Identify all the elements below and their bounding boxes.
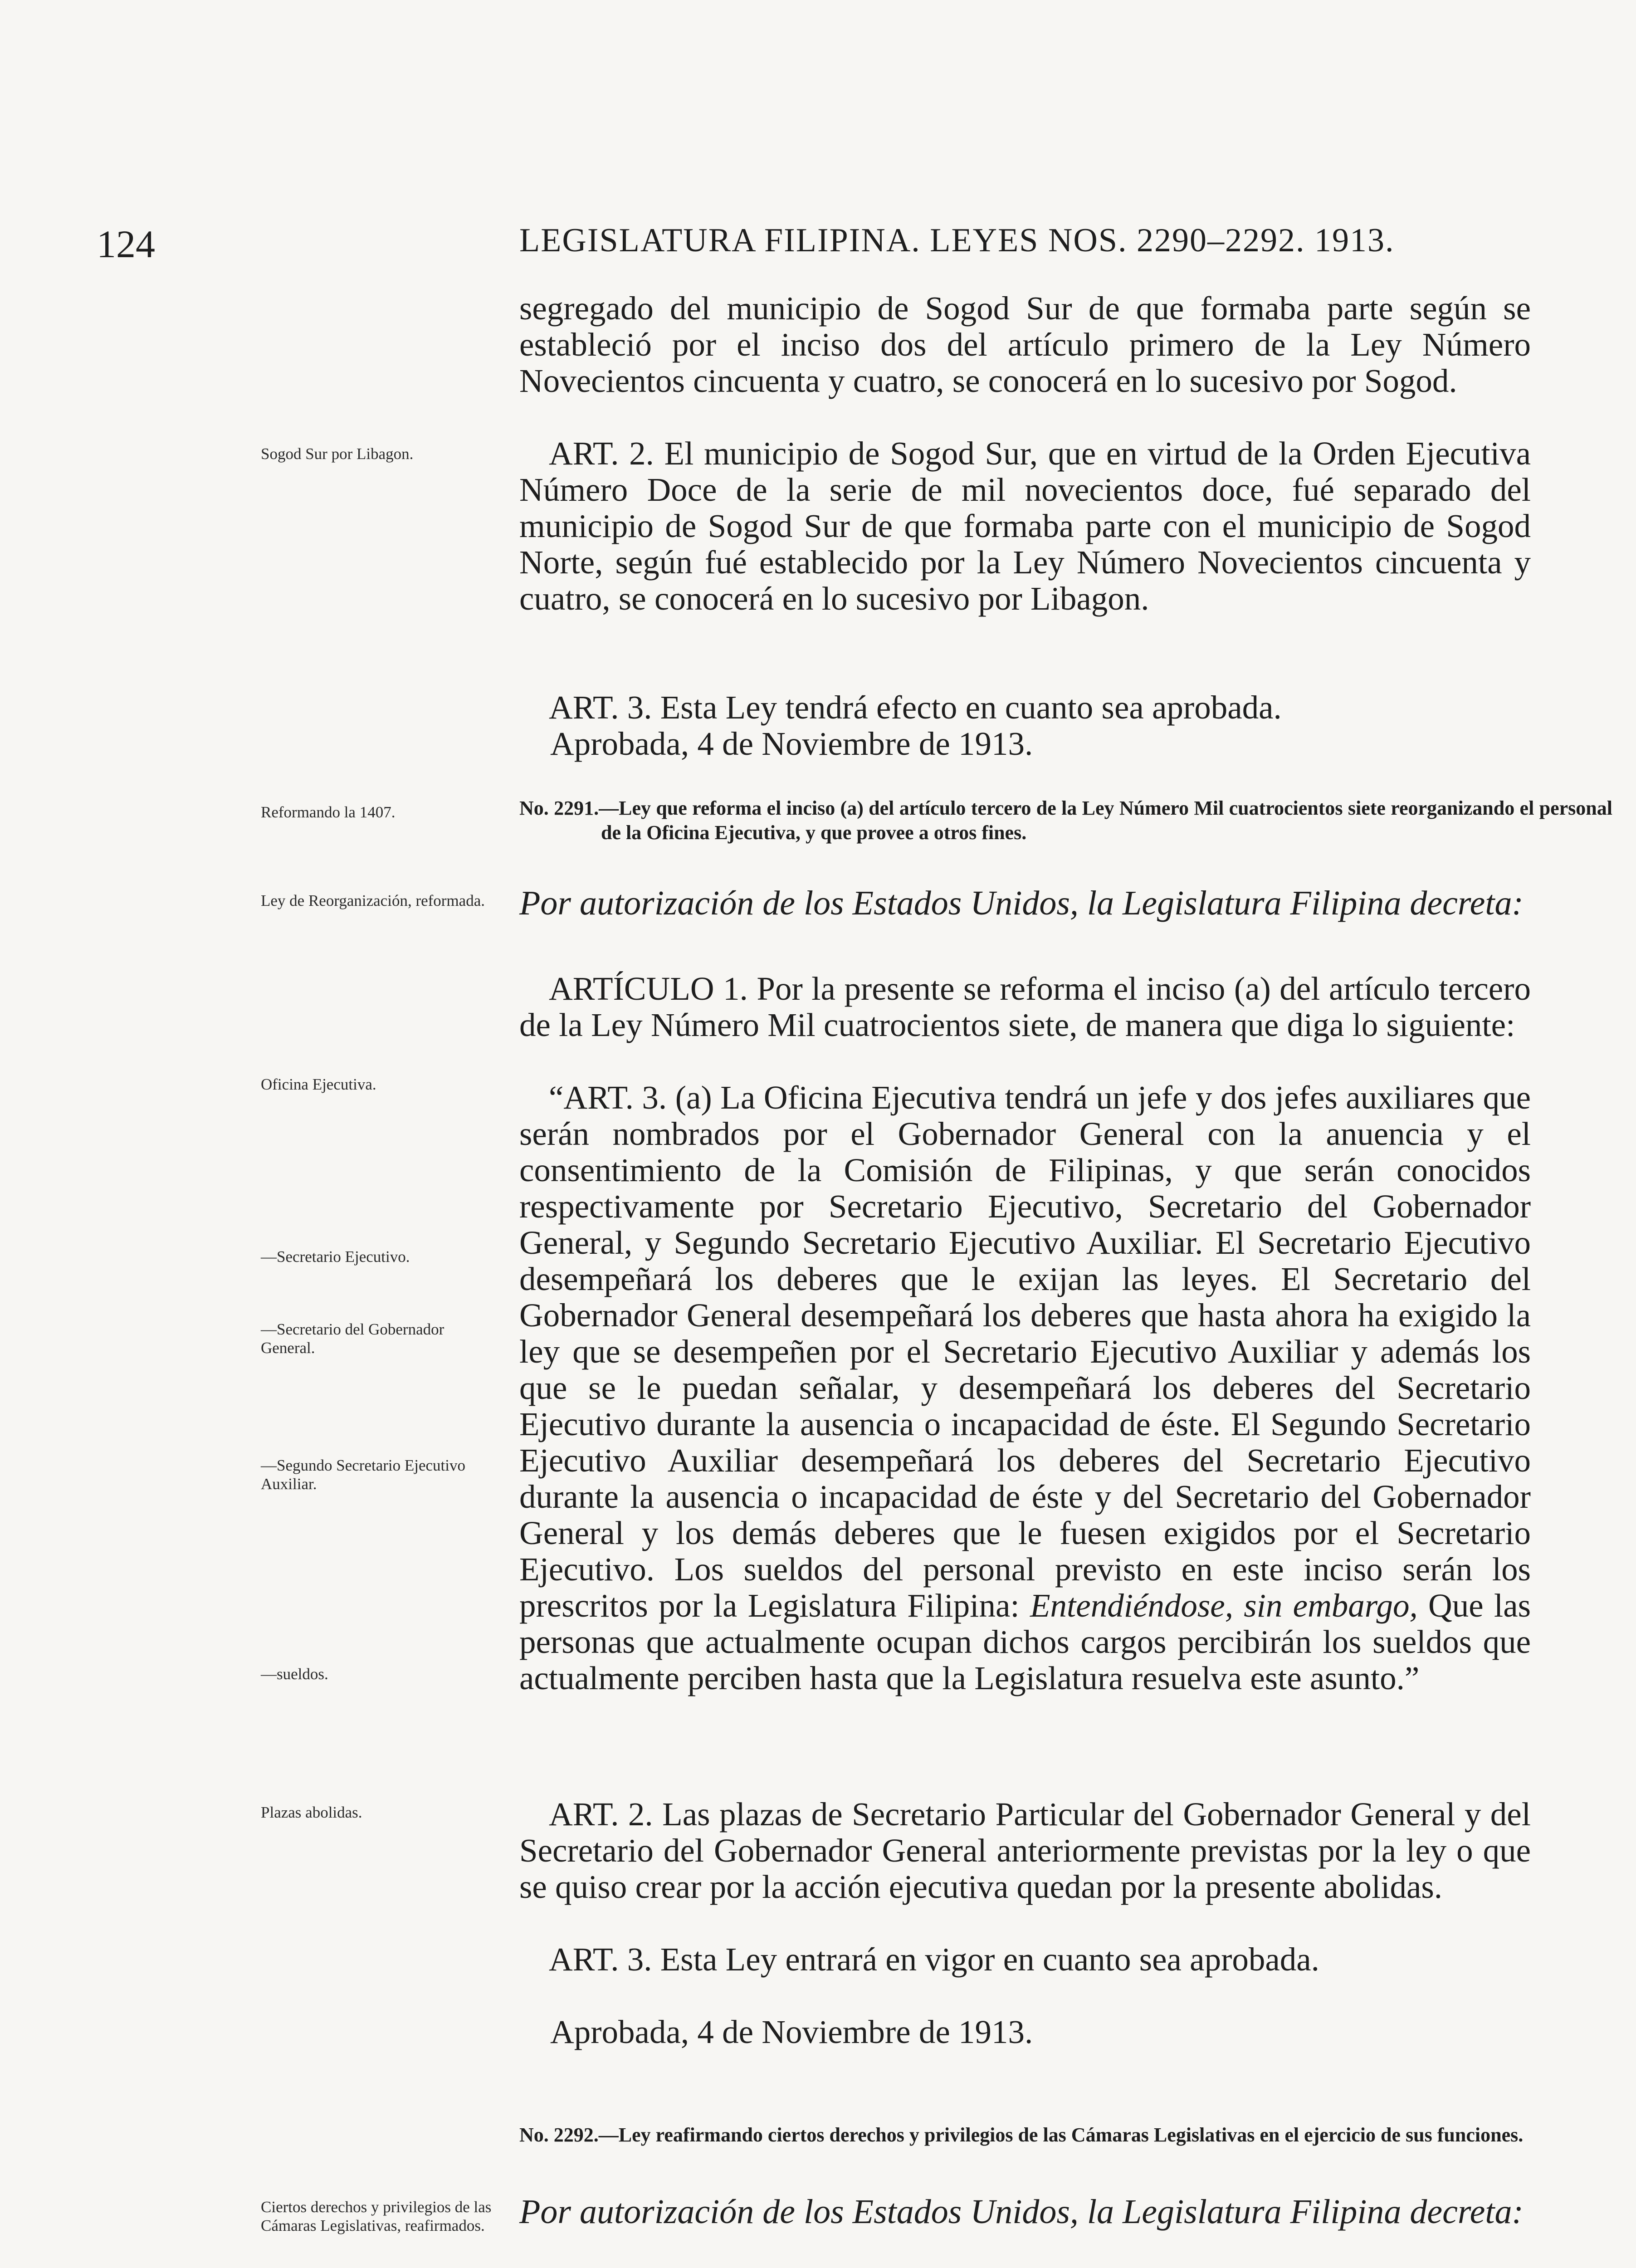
margin-note-reformando: Reformando la 1407. bbox=[261, 803, 396, 821]
paragraph-articulo-2 bbox=[519, 1796, 1531, 1905]
proviso-italic: Entendiéndose, sin embargo, bbox=[1030, 1587, 1418, 1624]
paragraph-articulo-1 bbox=[519, 971, 1531, 1043]
paragraph-text: Que las personas que actualmente ocupan dichos cargos percibirán los sueldos que actualmente perciben hasta que la Legislatura resuelva este asunto.” bbox=[519, 1587, 1531, 1696]
margin-note-segundo-secretario: —Segundo Secretario Ejecutivo Auxiliar. bbox=[261, 1457, 465, 1493]
paragraph-quoted-art-3 bbox=[519, 1080, 1531, 1696]
approval-date: Aprobada, 4 de Noviembre de 1913. bbox=[550, 2014, 1033, 2050]
article-label: ART. 2. bbox=[549, 1796, 653, 1833]
law-number: No. 2292. bbox=[519, 2124, 599, 2146]
paragraph-text: Esta Ley tendrá efecto en cuanto sea aprobada. bbox=[652, 689, 1282, 726]
law-title: —Ley reafirmando ciertos derechos y privilegios de las Cámaras Legislativas en el ejercicio de sus funciones. bbox=[598, 2124, 1524, 2146]
paragraph-text: Las plazas de Secretario Particular del Gobernador General y del Secretario del Gobernador General anteriormente previstas por la ley o que se quiso crear por la acción ejecutiva quedan por la presente abolidas. bbox=[519, 1796, 1531, 1905]
law-number: No. 2291. bbox=[519, 797, 599, 819]
enacting-clause: Por autorización de los Estados Unidos, la Legislatura Filipina decreta: bbox=[519, 884, 1524, 922]
paragraph-continuation bbox=[519, 290, 1531, 399]
law-heading-2292 bbox=[519, 2123, 1612, 2147]
approval-date: Aprobada, 4 de Noviembre de 1913. bbox=[550, 725, 1033, 762]
article-label: ART. 2. bbox=[549, 435, 654, 472]
article-label: ARTÍCULO 1. bbox=[549, 970, 748, 1007]
running-head: LEGISLATURA FILIPINA. LEYES NOS. 2290–2292. 1913. bbox=[519, 222, 1395, 259]
enacting-clause: Por autorización de los Estados Unidos, la Legislatura Filipina decreta: bbox=[519, 2193, 1524, 2231]
paragraph-text: segregado del municipio de Sogod Sur de que formaba parte según se estableció por el inciso dos del artículo primero de la Ley Número Novecientos cincuenta y cuatro, se conocerá en lo sucesivo por Sogod. bbox=[519, 290, 1531, 399]
paragraph-text: El municipio de Sogod Sur, que en virtud de la Orden Ejecutiva Número Doce de la serie de mil novecientos doce, fué separado del municipio de Sogod Sur de que formaba parte con el municipio de Sogod Norte, según fué establecido por la Ley Número Novecientos cincuenta y cuatro, se conocerá en lo sucesivo por Libagon. bbox=[519, 435, 1531, 617]
paragraph-text: Esta Ley entrará en vigor en cuanto sea aprobada. bbox=[652, 1941, 1319, 1978]
margin-note-secretario-gobernador: —Secretario del Gobernador General. bbox=[261, 1320, 444, 1357]
article-label: ART. 3. bbox=[549, 1941, 652, 1978]
paragraph-articulo-3 bbox=[519, 1941, 1531, 1978]
margin-note-secretario-ejecutivo: —Secretario Ejecutivo. bbox=[261, 1248, 410, 1266]
paragraph-art-2 bbox=[519, 435, 1531, 617]
article-label: ART. 3. bbox=[549, 689, 652, 726]
law-heading-2291 bbox=[519, 796, 1612, 845]
margin-note-plazas: Plazas abolidas. bbox=[261, 1804, 362, 1821]
page-number: 124 bbox=[97, 222, 155, 266]
margin-note-oficina: Oficina Ejecutiva. bbox=[261, 1075, 376, 1093]
paragraph-text: Por la presente se reforma el inciso (a) del artículo tercero de la Ley Número Mil cuatrocientos siete, de manera que diga lo siguiente: bbox=[519, 970, 1531, 1043]
margin-note-ciertos-derechos: Ciertos derechos y privilegios de las Cámaras Legislativas, reafirmados. bbox=[261, 2198, 492, 2234]
law-title: —Ley que reforma el inciso (a) del artículo tercero de la Ley Número Mil cuatrocientos siete reorganizando el personal de la Oficina Ejecutiva, y que provee a otros fines. bbox=[599, 797, 1612, 844]
margin-note-ley-reorganizacion: Ley de Reorganización, reformada. bbox=[261, 892, 485, 909]
paragraph-text: “ART. 3. (a) La Oficina Ejecutiva tendrá un jefe y dos jefes auxiliares que serán nombrados por el Gobernador General con la anuencia y el consentimiento de la Comisión de Filipinas, y que serán conocidos respectivamente por Secretario Ejecutivo, Secretario del Gobernador General, y Segundo Secretario Ejecutivo Auxiliar. El Secretario Ejecutivo desempeñará los deberes que le exijan las leyes. El Secretario del Gobernador General desempeñará los deberes que hasta ahora ha exigido la ley que se desempeñen por el Secretario Ejecutivo Auxiliar y además los que se le puedan señalar, y desempeñará los deberes del Secretario Ejecutivo durante la ausencia o incapacidad de éste. El Segundo Secretario Ejecutivo Auxiliar desempeñará los deberes del Secretario Ejecutivo durante la ausencia o incapacidad de éste y del Secretario del Gobernador General y los demás deberes que le fuesen exigidos por el Secretario Ejecutivo. Los sueldos del personal previsto en este inciso serán los prescritos por la Legislatura Filipina: bbox=[519, 1079, 1531, 1624]
paragraph-art-3 bbox=[519, 689, 1531, 726]
margin-note-sueldos: —sueldos. bbox=[261, 1665, 328, 1683]
margin-note-sogod: Sogod Sur por Libagon. bbox=[261, 445, 414, 463]
